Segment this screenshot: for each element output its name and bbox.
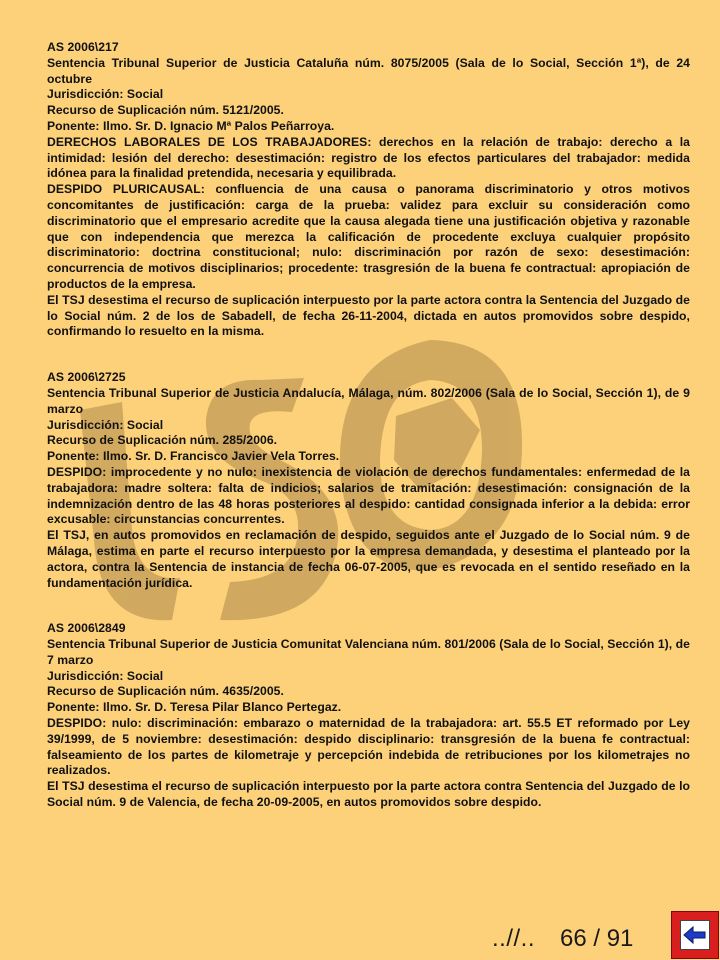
entry-court: Sentencia Tribunal Superior de Justicia Cataluña núm. 8075/2005 (Sala de lo Social, Sección 1ª), de 24 octubre [47, 55, 690, 86]
entry-jurisdiction: Jurisdicción: Social [47, 87, 164, 102]
entry-summary: DESPIDO: nulo: discriminación: embarazo o maternidad de la trabajadora: art. 55.5 ET reformado por Ley 39/1999, de 5 noviembre: desestimación: despido disciplinario: transgresión de la buena fe contractual: falseamiento de los partes de kilometraje y percepción indebida de retribuciones por los kilometrajes no realizados. [47, 716, 690, 778]
entry-court: Sentencia Tribunal Superior de Justicia Andalucía, Málaga, núm. 802/2006 (Sala de lo Social, Sección 1), de 9 marzo [47, 385, 690, 416]
entry-appeal: Recurso de Suplicación núm. 5121/2005. [47, 103, 284, 118]
back-button[interactable] [671, 911, 719, 959]
back-button-frame [680, 920, 710, 950]
entry-3 [47, 621, 690, 811]
entry-jurisdiction: Jurisdicción: Social [47, 417, 164, 432]
entry-speaker: Ponente: Ilmo. Sr. D. Teresa Pilar Blanco Pertegaz. [47, 700, 342, 715]
entry-ref: AS 2006\2725 [47, 370, 126, 385]
entry-court: Sentencia Tribunal Superior de Justicia Comunitat Valenciana núm. 801/2006 (Sala de lo Social, Sección 1), de 7 marzo [47, 637, 690, 667]
entry-appeal: Recurso de Suplicación núm. 4635/2005. [47, 684, 284, 699]
entry-summary: El TSJ desestima el recurso de suplicación interpuesto por la parte actora contra la Sentencia del Juzgado de lo Social núm. 2 de los de Sabadell, de fecha 26-11-2004, dictada en autos promovidos sobre despido, confirmando lo resuelto en la misma. [47, 292, 690, 339]
entry-jurisdiction: Jurisdicción: Social [47, 668, 164, 683]
entry-summary: DERECHOS LABORALES DE LOS TRABAJADORES: derechos en la relación de trabajo: derecho a la intimidad: lesión del derecho: desestimación: registro de los efectos particulares del trabajador: medida idónea para la finalidad pretendida, necesaria y equilibrada. [47, 134, 690, 181]
entry-2 [47, 370, 690, 591]
entry-summary: DESPIDO PLURICAUSAL: confluencia de una causa o panorama discriminatorio y otros motivos concomitantes de justificación: carga de la prueba: validez para excluir su consideración como discriminatorio que el empresario acredite que la causa alegada tiene una justificación objetiva y razonable que con independencia que merezca la calificación de procedente excluya cualquier propósito discriminatorio: doctrina constitucional; nulo: discriminación por razón de sexo: desestimación: concurrencia de motivos disciplinarios; procedente: trasgresión de la buena fe contractual: apropiación de productos de la empresa. [47, 182, 690, 291]
entry-1 [47, 40, 690, 340]
entry-ref: AS 2006\2849 [47, 621, 126, 636]
entry-summary: El TSJ desestima el recurso de suplicación interpuesto por la parte actora contra Sentencia del Juzgado de lo Social núm. 9 de Valencia, de fecha 20-09-2005, en autos promovidos sobre despido. [47, 779, 690, 810]
entry-summary: El TSJ, en autos promovidos en reclamación de despido, seguidos ante el Juzgado de lo Social núm. 9 de Málaga, estima en parte el recurso interpuesto por la empresa demandada, y desestima el planteado por la actora, contra la Sentencia de instancia de fecha 06-07-2005, que es revocada en el sentido reseñado en la fundamentación jurídica. [47, 528, 690, 590]
entry-ref: AS 2006\217 [47, 40, 119, 54]
entry-appeal: Recurso de Suplicación núm. 285/2006. [47, 433, 278, 448]
footer-nav-link[interactable]: ..//.. [492, 925, 536, 952]
back-arrow-icon [681, 921, 709, 949]
entry-summary: DESPIDO: improcedente y no nulo: inexistencia de violación de derechos fundamentales: enfermedad de la trabajadora: madre soltera: falta de indicios; salarios de tramitación: desestimación: consignación de la indemnización dentro de las 48 horas posteriores al despido: cantidad consignada inferior a la debida: error excusable: circunstancias concurrentes. [47, 464, 690, 527]
document-body [47, 40, 690, 841]
entry-speaker: Ponente: Ilmo. Sr. D. Francisco Javier Vela Torres. [47, 449, 340, 464]
entry-speaker: Ponente: Ilmo. Sr. D. Ignacio Mª Palos Peñarroya. [47, 118, 335, 133]
page-counter: 66 / 91 [560, 925, 634, 952]
